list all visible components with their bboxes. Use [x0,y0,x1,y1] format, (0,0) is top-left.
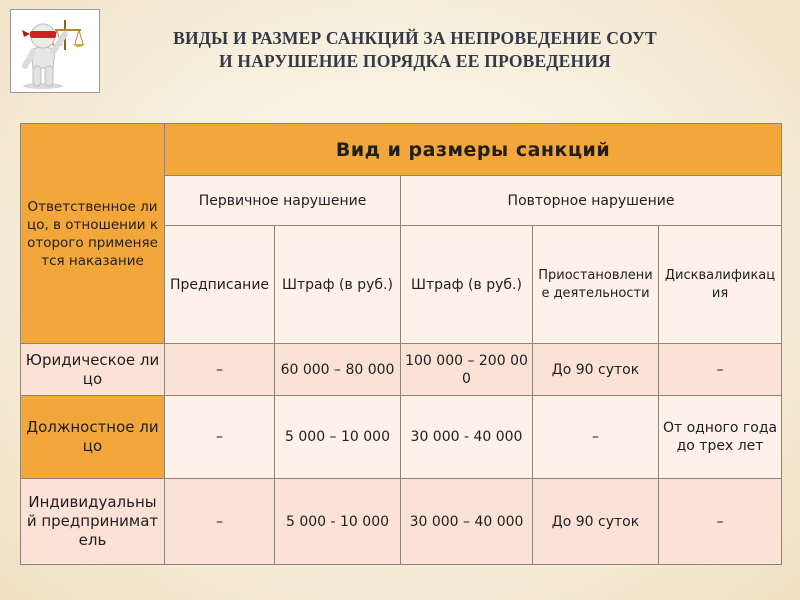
sanctions-table [20,123,782,565]
primary-violation-header: Первичное нарушение [165,176,401,226]
table-row [21,344,782,396]
cell-fine-primary: 5 000 – 10 000 [275,396,401,479]
cell-order: – [165,344,275,396]
cell-order: – [165,479,275,565]
responsible-header: Ответственное лицо, в отношении которого применяется наказание [21,124,165,344]
logo-image [10,9,100,93]
repeat-violation-header: Повторное нарушение [401,176,782,226]
page-title [110,27,720,73]
column-fine-repeat: Штраф (в руб.) [401,226,533,344]
entity-entrepreneur: Индивидуальный предприниматель [21,479,165,565]
column-order: Предписание [165,226,275,344]
cell-fine-repeat: 100 000 – 200 000 [401,344,533,396]
column-suspension: Приостановление деятельности [533,226,659,344]
column-fine-primary: Штраф (в руб.) [275,226,401,344]
justice-figure-icon [11,10,99,92]
cell-suspension: До 90 суток [533,479,659,565]
entity-official: Должностное лицо [21,396,165,479]
cell-suspension: – [533,396,659,479]
cell-fine-primary: 5 000 - 10 000 [275,479,401,565]
entity-legal: Юридическое лицо [21,344,165,396]
cell-fine-repeat: 30 000 – 40 000 [401,479,533,565]
sanctions-header: Вид и размеры санкций [165,124,782,176]
table-row [21,396,782,479]
cell-fine-repeat: 30 000 - 40 000 [401,396,533,479]
cell-disqualification: От одного года до трех лет [659,396,782,479]
title-line-2: И НАРУШЕНИЕ ПОРЯДКА ЕЕ ПРОВЕДЕНИЯ [219,51,611,71]
cell-order: – [165,396,275,479]
title-line-1: ВИДЫ И РАЗМЕР САНКЦИЙ ЗА НЕПРОВЕДЕНИЕ СОУТ [173,28,657,48]
cell-suspension: До 90 суток [533,344,659,396]
cell-fine-primary: 60 000 – 80 000 [275,344,401,396]
cell-disqualification: – [659,344,782,396]
cell-disqualification: – [659,479,782,565]
table-row [21,479,782,565]
column-disqualification: Дисквалификация [659,226,782,344]
